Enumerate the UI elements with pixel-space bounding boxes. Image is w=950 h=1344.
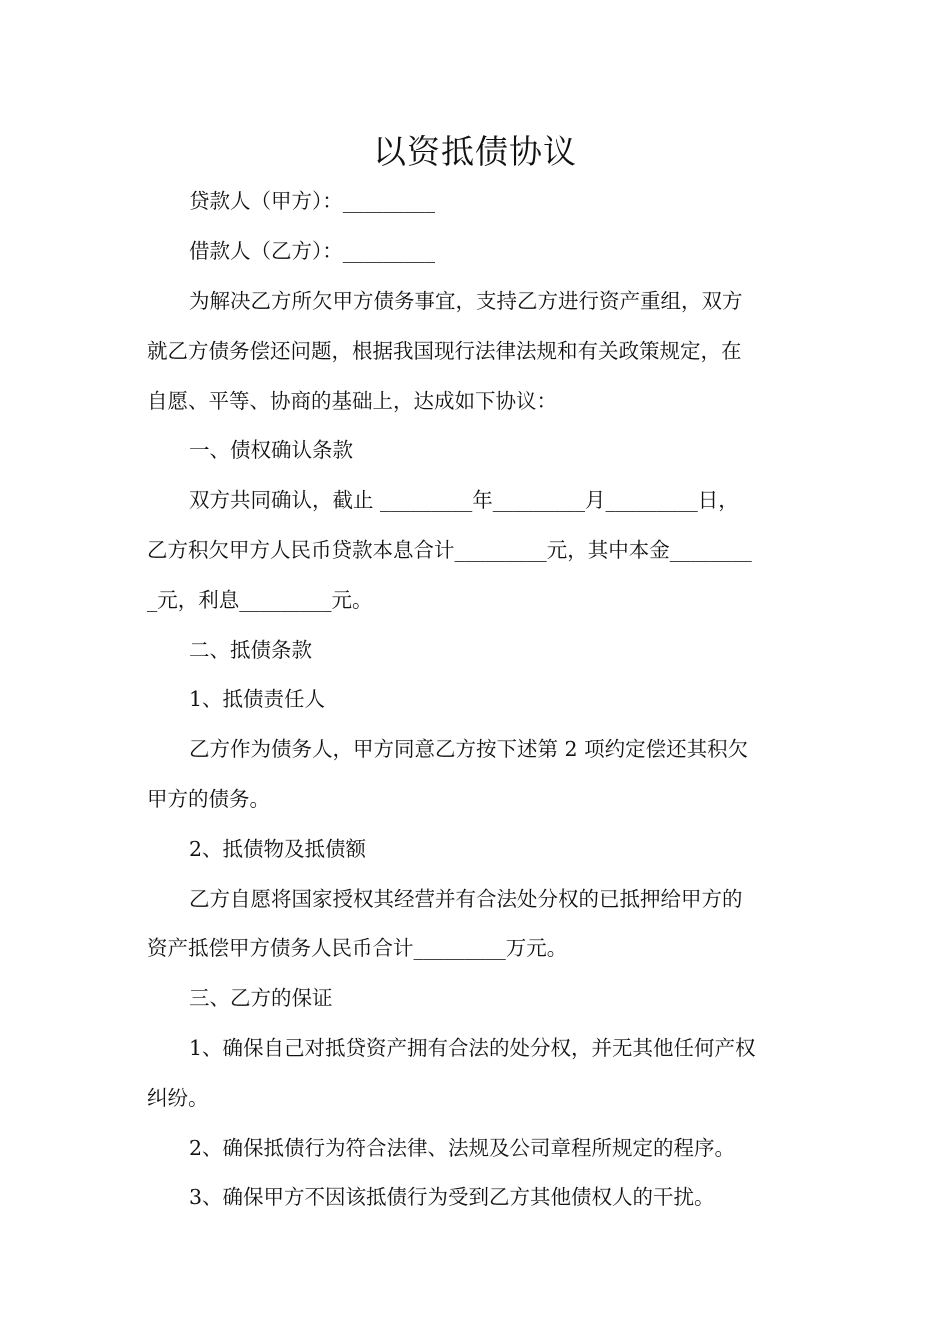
paragraph-line: 1、确保自己对抵贷资产拥有合法的处分权，并无其他任何产权	[189, 1036, 756, 1060]
section-heading: 三、乙方的保证	[189, 986, 333, 1010]
paragraph-line: 2、确保抵债行为符合法律、法规及公司章程所规定的程序。	[189, 1136, 736, 1160]
paragraph-line: 就乙方债务偿还问题，根据我国现行法律法规和有关政策规定，在	[147, 339, 742, 363]
paragraph-line: 自愿、平等、协商的基础上，达成如下协议：	[147, 389, 557, 413]
paragraph-line: 纠纷。	[147, 1086, 209, 1110]
section-heading: 一、债权确认条款	[189, 438, 353, 462]
section-heading: 二、抵债条款	[189, 638, 312, 662]
subsection-heading: 1、抵债责任人	[189, 687, 326, 711]
paragraph-line: 双方共同确认，截止 _________年_________月_________日，	[189, 488, 739, 512]
paragraph-line: 乙方作为债务人，甲方同意乙方按下述第 2 项约定偿还其积欠	[189, 737, 749, 761]
paragraph-line: 乙方自愿将国家授权其经营并有合法处分权的已抵押给甲方的	[189, 887, 743, 911]
paragraph-line: 乙方积欠甲方人民币贷款本息合计_________元，其中本金________	[147, 538, 752, 562]
paragraph-line: 甲方的债务。	[147, 787, 270, 811]
paragraph-line: 3、确保甲方不因该抵债行为受到乙方其他债权人的干扰。	[189, 1185, 715, 1209]
paragraph-line: _元，利息_________元。	[147, 588, 373, 612]
paragraph-line: 资产抵偿甲方债务人民币合计_________万元。	[147, 936, 568, 960]
paragraph-line: 为解决乙方所欠甲方债务事宜，支持乙方进行资产重组，双方	[189, 289, 743, 313]
lender-line: 贷款人（甲方）：_________	[189, 189, 435, 213]
subsection-heading: 2、抵债物及抵债额	[189, 837, 367, 861]
borrower-line: 借款人（乙方）：_________	[189, 239, 435, 263]
document-title: 以资抵债协议	[373, 132, 577, 171]
